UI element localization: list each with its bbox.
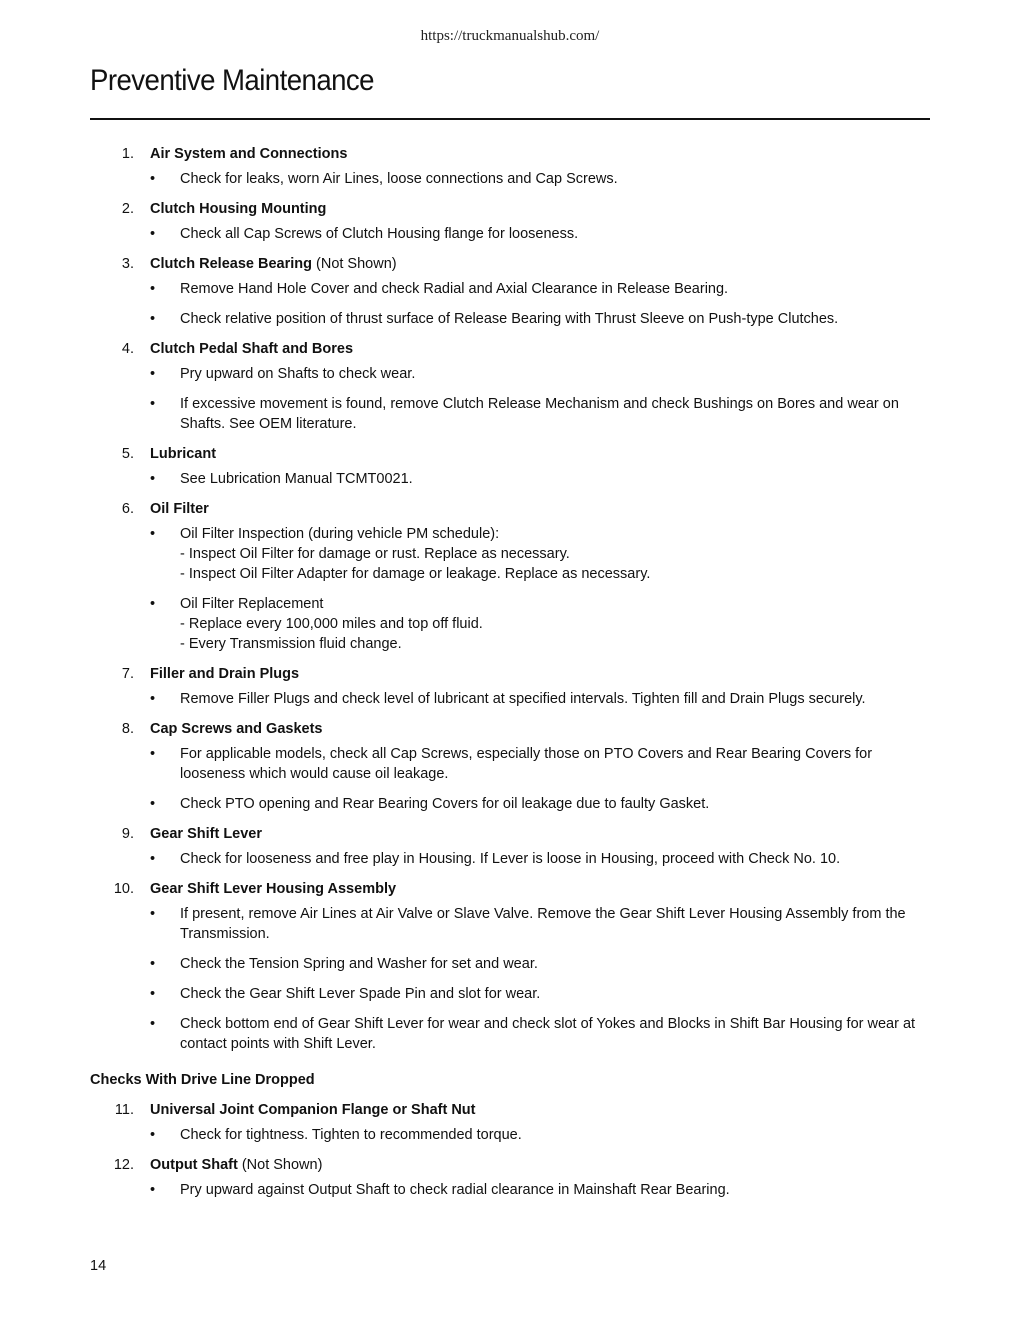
bullet-item bbox=[150, 689, 930, 709]
bullet-item bbox=[150, 309, 930, 329]
page-number: 14 bbox=[90, 1258, 107, 1274]
checklist-item bbox=[90, 1100, 930, 1145]
bullet-item bbox=[150, 794, 930, 814]
item-number: 10. bbox=[113, 881, 134, 897]
bullet-icon: • bbox=[150, 746, 156, 762]
item-heading bbox=[150, 1155, 930, 1175]
checklist-item bbox=[90, 199, 930, 244]
bullet-text: If present, remove Air Lines at Air Valve or Slave Valve. Remove the Gear Shift Lever Housing Assembly from the Transmission. bbox=[180, 906, 906, 942]
bullet-text: For applicable models, check all Cap Screws, especially those on PTO Covers and Rear Bearing Covers for looseness which would cause oil leakage. bbox=[180, 746, 873, 782]
bullet-icon: • bbox=[150, 311, 156, 327]
bullet-icon: • bbox=[150, 526, 156, 542]
section-heading: Checks With Drive Line Dropped bbox=[90, 1072, 315, 1088]
checklist-item bbox=[90, 254, 930, 329]
bullet-icon: • bbox=[150, 1016, 156, 1032]
bullet-item bbox=[150, 394, 930, 434]
bullet-icon: • bbox=[150, 691, 156, 707]
item-number: 1. bbox=[121, 146, 134, 162]
item-note: (Not Shown) bbox=[237, 1157, 323, 1173]
item-number: 3. bbox=[121, 256, 134, 272]
item-title: Gear Shift Lever Housing Assembly bbox=[150, 881, 397, 897]
item-heading bbox=[150, 254, 930, 274]
bullet-text: Check for leaks, worn Air Lines, loose connections and Cap Screws. bbox=[180, 171, 618, 187]
document-body bbox=[90, 144, 930, 1210]
item-heading bbox=[150, 499, 930, 519]
bullet-item bbox=[150, 984, 930, 1004]
bullet-icon: • bbox=[150, 366, 156, 382]
bullet-icon: • bbox=[150, 281, 156, 297]
item-heading bbox=[150, 879, 930, 899]
item-heading bbox=[150, 444, 930, 464]
item-heading bbox=[150, 144, 930, 164]
checklist-item bbox=[90, 879, 930, 1054]
bullet-icon: • bbox=[150, 851, 156, 867]
item-title: Clutch Release Bearing bbox=[150, 256, 312, 272]
bullet-text: Check for tightness. Tighten to recommended torque. bbox=[180, 1127, 522, 1143]
bullet-text: Check PTO opening and Rear Bearing Covers for oil leakage due to faulty Gasket. bbox=[180, 796, 710, 812]
bullet-icon: • bbox=[150, 986, 156, 1002]
bullet-item bbox=[150, 594, 930, 654]
bullet-item bbox=[150, 904, 930, 944]
item-title: Gear Shift Lever bbox=[150, 826, 263, 842]
bullet-text: Check relative position of thrust surface of Release Bearing with Thrust Sleeve on Push-type Clutches. bbox=[180, 311, 839, 327]
item-title: Cap Screws and Gaskets bbox=[150, 721, 323, 737]
item-number: 11. bbox=[114, 1102, 134, 1118]
bullet-text: Pry upward against Output Shaft to check radial clearance in Mainshaft Rear Bearing. bbox=[180, 1182, 730, 1198]
item-number: 2. bbox=[121, 201, 134, 217]
bullet-item bbox=[150, 849, 930, 869]
item-title: Clutch Housing Mounting bbox=[150, 201, 327, 217]
bullet-item bbox=[150, 364, 930, 384]
page-title: Preventive Maintenance bbox=[90, 64, 374, 97]
checklist-item bbox=[90, 664, 930, 709]
item-title: Output Shaft bbox=[150, 1157, 238, 1173]
item-note: (Not Shown) bbox=[311, 256, 397, 272]
bullet-item bbox=[150, 954, 930, 974]
item-title: Filler and Drain Plugs bbox=[150, 666, 300, 682]
checklist-section-1 bbox=[90, 144, 930, 1054]
bullet-icon: • bbox=[150, 226, 156, 242]
bullet-text: Check bottom end of Gear Shift Lever for wear and check slot of Yokes and Blocks in Shift Bar Housing for wear at contact points with Shift Lever. bbox=[180, 1016, 916, 1052]
bullet-item bbox=[150, 224, 930, 244]
checklist-item bbox=[90, 719, 930, 814]
bullet-text: - Every Transmission fluid change. bbox=[180, 636, 402, 652]
bullet-text: Check the Tension Spring and Washer for set and wear. bbox=[180, 956, 538, 972]
bullet-icon: • bbox=[150, 796, 156, 812]
bullet-item bbox=[150, 744, 930, 784]
item-title: Oil Filter bbox=[150, 501, 209, 517]
page-url[interactable]: https://truckmanualshub.com/ bbox=[420, 28, 600, 44]
bullet-icon: • bbox=[150, 1182, 156, 1198]
bullet-text: - Inspect Oil Filter for damage or rust. Replace as necessary. bbox=[180, 546, 570, 562]
item-number: 12. bbox=[113, 1157, 134, 1173]
bullet-icon: • bbox=[150, 956, 156, 972]
checklist-item bbox=[90, 499, 930, 654]
item-heading bbox=[150, 824, 930, 844]
item-title: Lubricant bbox=[150, 446, 217, 462]
bullet-item bbox=[150, 279, 930, 299]
item-title: Clutch Pedal Shaft and Bores bbox=[150, 341, 354, 357]
bullet-item bbox=[150, 1180, 930, 1200]
checklist-item bbox=[90, 339, 930, 434]
item-title: Air System and Connections bbox=[150, 146, 348, 162]
bullet-icon: • bbox=[150, 596, 156, 612]
bullet-text: Oil Filter Replacement bbox=[180, 596, 324, 612]
bullet-text: If excessive movement is found, remove Clutch Release Mechanism and check Bushings on Bores and wear on Shafts. See OEM literature. bbox=[180, 396, 899, 432]
item-title: Universal Joint Companion Flange or Shaft Nut bbox=[150, 1102, 476, 1118]
bullet-text: - Replace every 100,000 miles and top off fluid. bbox=[180, 616, 483, 632]
bullet-item bbox=[150, 169, 930, 189]
item-heading bbox=[150, 339, 930, 359]
bullet-text: Check all Cap Screws of Clutch Housing flange for looseness. bbox=[180, 226, 579, 242]
bullet-item bbox=[150, 1125, 930, 1145]
bullet-icon: • bbox=[150, 396, 156, 412]
bullet-item bbox=[150, 469, 930, 489]
bullet-icon: • bbox=[150, 906, 156, 922]
bullet-text: - Inspect Oil Filter Adapter for damage or leakage. Replace as necessary. bbox=[180, 566, 651, 582]
bullet-icon: • bbox=[150, 471, 156, 487]
item-heading bbox=[150, 719, 930, 739]
bullet-text: Check the Gear Shift Lever Spade Pin and slot for wear. bbox=[180, 986, 541, 1002]
bullet-item bbox=[150, 524, 930, 584]
bullet-item bbox=[150, 1014, 930, 1054]
bullet-text: See Lubrication Manual TCMT0021. bbox=[180, 471, 413, 487]
title-rule bbox=[90, 118, 930, 120]
bullet-icon: • bbox=[150, 1127, 156, 1143]
checklist-item bbox=[90, 1155, 930, 1200]
bullet-text: Check for looseness and free play in Housing. If Lever is loose in Housing, proceed with Check No. 10. bbox=[180, 851, 841, 867]
item-number: 8. bbox=[121, 721, 134, 737]
item-number: 9. bbox=[121, 826, 134, 842]
item-number: 7. bbox=[121, 666, 134, 682]
checklist-item bbox=[90, 444, 930, 489]
item-heading bbox=[150, 664, 930, 684]
item-number: 5. bbox=[121, 446, 134, 462]
checklist-item bbox=[90, 824, 930, 869]
bullet-icon: • bbox=[150, 171, 156, 187]
bullet-text: Oil Filter Inspection (during vehicle PM schedule): bbox=[180, 526, 500, 542]
bullet-text: Remove Hand Hole Cover and check Radial and Axial Clearance in Release Bearing. bbox=[180, 281, 729, 297]
item-number: 4. bbox=[121, 341, 134, 357]
item-heading bbox=[150, 199, 930, 219]
bullet-text: Remove Filler Plugs and check level of lubricant at specified intervals. Tighten fill and Drain Plugs securely. bbox=[180, 691, 866, 707]
item-number: 6. bbox=[121, 501, 134, 517]
checklist-section-2 bbox=[90, 1100, 930, 1200]
bullet-text: Pry upward on Shafts to check wear. bbox=[180, 366, 416, 382]
checklist-item bbox=[90, 144, 930, 189]
item-heading bbox=[150, 1100, 930, 1120]
